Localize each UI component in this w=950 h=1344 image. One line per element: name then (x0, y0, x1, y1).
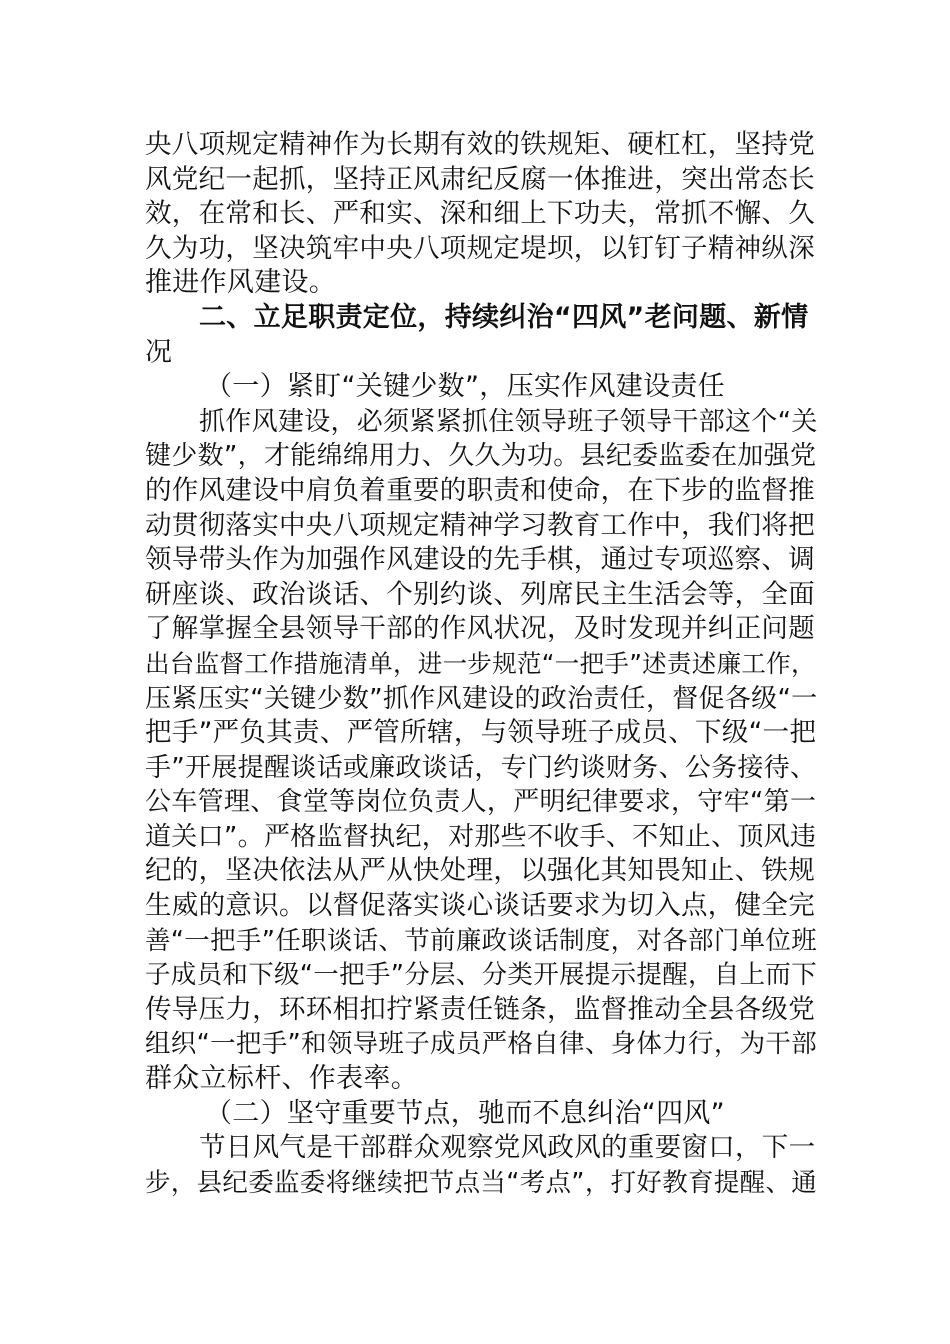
text-line: 公车管理、食堂等岗位负责人，严明纪律要求，守牢“第一 (145, 787, 817, 818)
text-line: 手”开展提醒谈话或廉政谈话，专门约谈财务、公务接待、 (145, 752, 817, 783)
text-line: 研座谈、政治谈话、个别约谈、列席民主生活会等，全面 (145, 578, 815, 610)
text-line: 群众立标杆、作表率。 (145, 1063, 418, 1095)
text-line: 压紧压实“关键少数”抓作风建设的政治责任，督促各级“一 (145, 683, 818, 714)
text-line: 步，县纪委监委将继续把节点当“考点”，打好教育提醒、通 (145, 1167, 818, 1198)
text-line: 推进作风建设。 (145, 267, 337, 299)
text-line: 久为功，坚决筑牢中央八项规定堤坝，以钉钉子精神纵深 (145, 232, 815, 264)
text-line: 风党纪一起抓，坚持正风肃纪反腐一体推进，突出常态长 (145, 163, 815, 195)
subsection-heading-2: （二）坚守重要节点，驰而不息纠治“四风” (205, 1097, 725, 1129)
text-line: 善“一把手”任职谈话、节前廉政谈话制度，对各部门单位班 (145, 925, 818, 956)
paragraph-start: 节日风气是干部群众观察党风政风的重要窗口，下一 (199, 1132, 816, 1164)
body-text (145, 128, 825, 1200)
text-line: 领导带头作为加强作风建设的先手棋，通过专项巡察、调 (145, 544, 815, 576)
text-line: 把手”严负其责、严管所辖，与领导班子成员、下级“一把 (145, 717, 817, 749)
text-line: 了解掌握全县领导干部的作风状况，及时发现并纠正问题 (145, 613, 815, 645)
text-line: 动贯彻落实中央八项规定精神学习教育工作中，我们将把 (145, 509, 815, 541)
text-line: 效，在常和长、严和实、深和细上下功夫，常抓不懈、久 (145, 198, 815, 230)
text-line: 组织“一把手”和领导班子成员严格自律、身体力行，为干部 (145, 1029, 818, 1060)
text-line: 传导压力，环环相扣拧紧责任链条，监督推动全县各级党 (145, 993, 815, 1025)
section-heading-continued: 况 (145, 336, 173, 368)
paragraph-start: 抓作风建设，必须紧紧抓住领导班子领导干部这个“关 (199, 406, 818, 437)
text-line: 出台监督工作措施清单，进一步规范“一把手”述责述廉工作， (145, 648, 816, 678)
subsection-heading-1: （一）紧盯“关键少数”，压实作风建设责任 (205, 371, 725, 403)
text-line: 的作风建设中肩负着重要的职责和使命，在下步的监督推 (145, 474, 815, 506)
text-line: 央八项规定精神作为长期有效的铁规矩、硬杠杠，坚持党 (145, 129, 815, 160)
text-line: 道关口”。严格监督执纪，对那些不收手、不知止、顶风违 (145, 821, 817, 852)
text-line: 生威的意识。以督促落实谈心谈话要求为切入点，健全完 (145, 890, 815, 922)
section-heading: 二、立足职责定位，持续纠治“四风”老问题、新情 (199, 301, 809, 333)
text-line: 键少数”，才能绵绵用力、久久为功。县纪委监委在加强党 (145, 441, 817, 472)
text-line: 纪的，坚决依法从严从快处理，以强化其知畏知止、铁规 (145, 855, 815, 887)
text-line: 子成员和下级“一把手”分层、分类开展提示提醒，自上而下 (145, 960, 818, 991)
